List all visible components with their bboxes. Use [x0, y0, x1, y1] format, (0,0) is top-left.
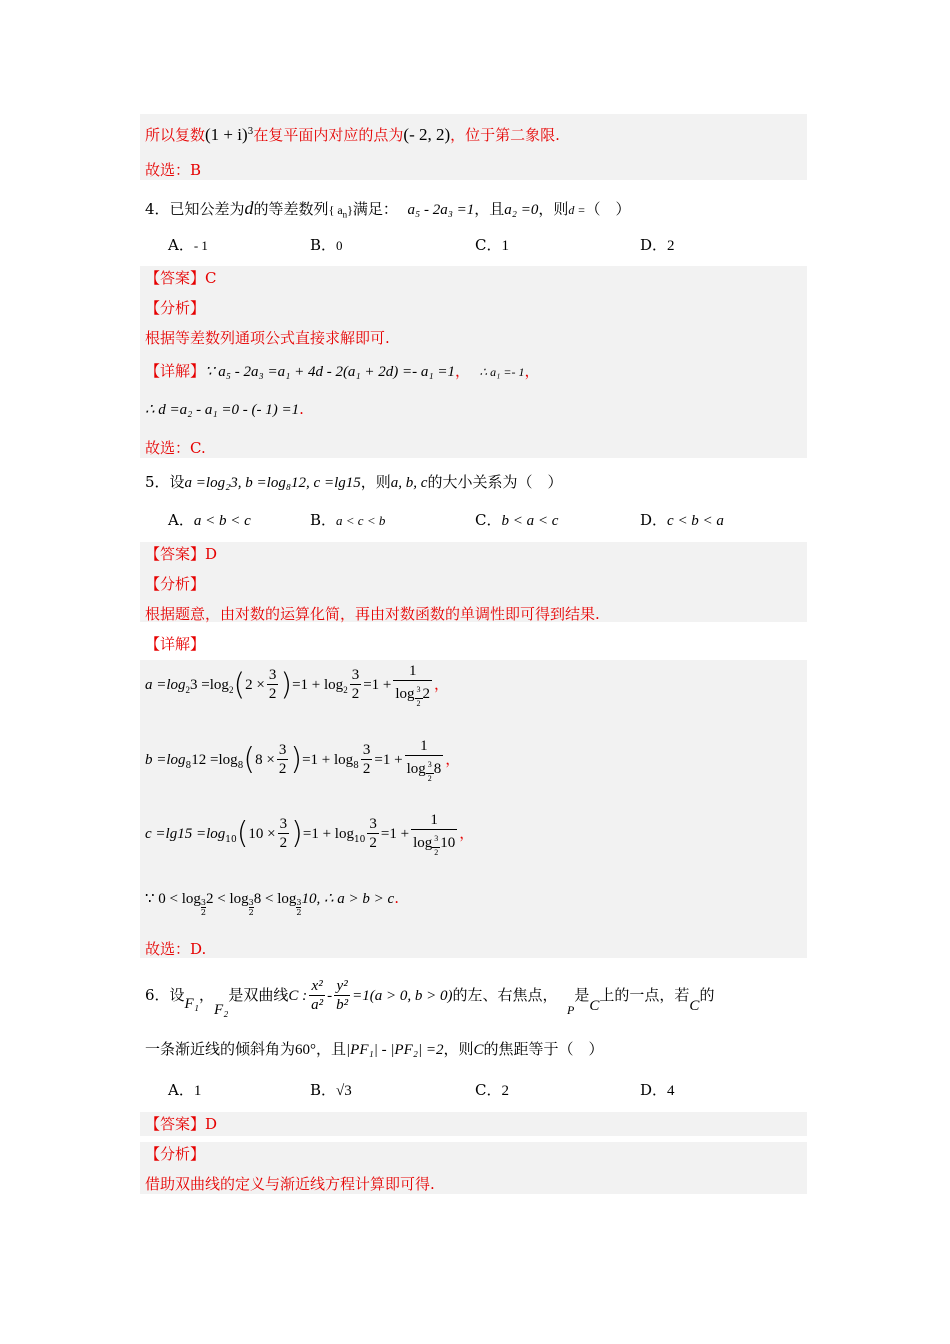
q6-option-c[interactable]: C．2 — [475, 1081, 509, 1099]
q6-answer-block — [140, 1112, 807, 1136]
q6-option-b[interactable]: B．√3 — [310, 1081, 352, 1099]
q5-option-c[interactable]: C．b < a < c — [475, 511, 559, 529]
q5-compare: ∵ 0 < log $\frac{3}{2}2 < \log$ $\frac{3}{2}8 < \log$ $\frac{3}{2}10$, ∴ a > b > c. — [145, 889, 399, 917]
q4-choice: 故选：C. — [145, 439, 206, 457]
q4-option-c[interactable]: C．1 — [475, 236, 509, 254]
q4-stem: 4．已知公差为d的等差数列{ $a_n$}满足： a₅ - 2a₃ =1，且a₂ =0，则d =（ ） — [145, 198, 631, 220]
q4-option-b[interactable]: B．0 — [310, 236, 343, 254]
q4-answer: 【答案】C — [145, 269, 217, 287]
q5-row-a: $a =\log_23 =\log_2(2$ × $\frac{3}{2}$ )$=1 + \log_2$ $\frac{3}{2}$ =1 + 1 log $\frac{3}{2}2$ ， — [145, 663, 450, 709]
q5-detail-tag: 【详解】 — [145, 635, 206, 653]
q4-detail-1: 【详解】∵ a₅ - 2a₃ =a₁ + 4d - 2(a₁ + 2d) =- a₁ =1， ∴ a₁ =- 1， — [145, 362, 540, 380]
q5-row-b: $b =\log_812 =\log_8(8$ × $\frac{3}{2}$ )$=1 + \log_8$ $\frac{3}{2}$ =1 + 1 log $\frac{3}{2}8$ ， — [145, 737, 461, 783]
q5-option-a[interactable]: A．a < b < c — [168, 511, 251, 529]
q5-analysis-tag: 【分析】 — [145, 575, 206, 593]
q3-conclusion: 所以复数$(1 + i)^3$在复平面内对应的点为(- 2, 2)，位于第二象限. — [145, 125, 560, 144]
q6-stem-line2: 一条渐近线的倾斜角为60°，且|PF₁| - |PF₂| =2，则C的焦距等于（ ） — [145, 1040, 604, 1058]
q4-analysis: 根据等差数列通项公式直接求解即可. — [145, 329, 390, 347]
q6-analysis-tag: 【分析】 — [145, 1145, 206, 1163]
q4-option-a[interactable]: A．- 1 — [168, 236, 208, 254]
q6-answer: 【答案】D — [145, 1115, 218, 1133]
q5-choice: 故选：D. — [145, 940, 207, 958]
q4-detail-2: ∴ d =a₂ - a₁ =0 - (- 1) =1. — [145, 400, 304, 418]
q5-option-b[interactable]: B．a < c < b — [310, 511, 386, 529]
q3-choice: 故选：B — [145, 161, 202, 179]
q5-option-d[interactable]: D．c < b < a — [640, 511, 724, 529]
q4-analysis-tag: 【分析】 — [145, 299, 206, 317]
q5-analysis: 根据题意，由对数的运算化简，再由对数函数的单调性即可得到结果. — [145, 605, 600, 623]
q6-analysis: 借助双曲线的定义与渐近线方程计算即可得. — [145, 1175, 435, 1193]
q6-option-a[interactable]: A．1 — [168, 1081, 202, 1099]
q5-stem: 5．设a =log₂3, b =log₈12, c =lg15，则a, b, c的大小关系为（ ） — [145, 473, 563, 491]
q6-option-d[interactable]: D．4 — [640, 1081, 675, 1099]
q5-answer: 【答案】D — [145, 545, 218, 563]
q4-option-d[interactable]: D．2 — [640, 236, 675, 254]
q6-stem-line1: 6．设F₁，F₂是双曲线C : $\frac{\text{x²}}{\text{a²}}$ - $\frac{\text{y²}}{\text{b²}}$ =1(a > 0, b > 0)的左、右焦点， $_P$是C上的一点，若C的 — [145, 977, 715, 1018]
q5-row-c: $c =\lg 15 =\log_{10}(10$ × $\frac{3}{2}$ )$=1 + \log_{10}$ $\frac{3}{2}$ =1 + 1 log $\frac{3}{2}10$ ， — [145, 811, 475, 857]
